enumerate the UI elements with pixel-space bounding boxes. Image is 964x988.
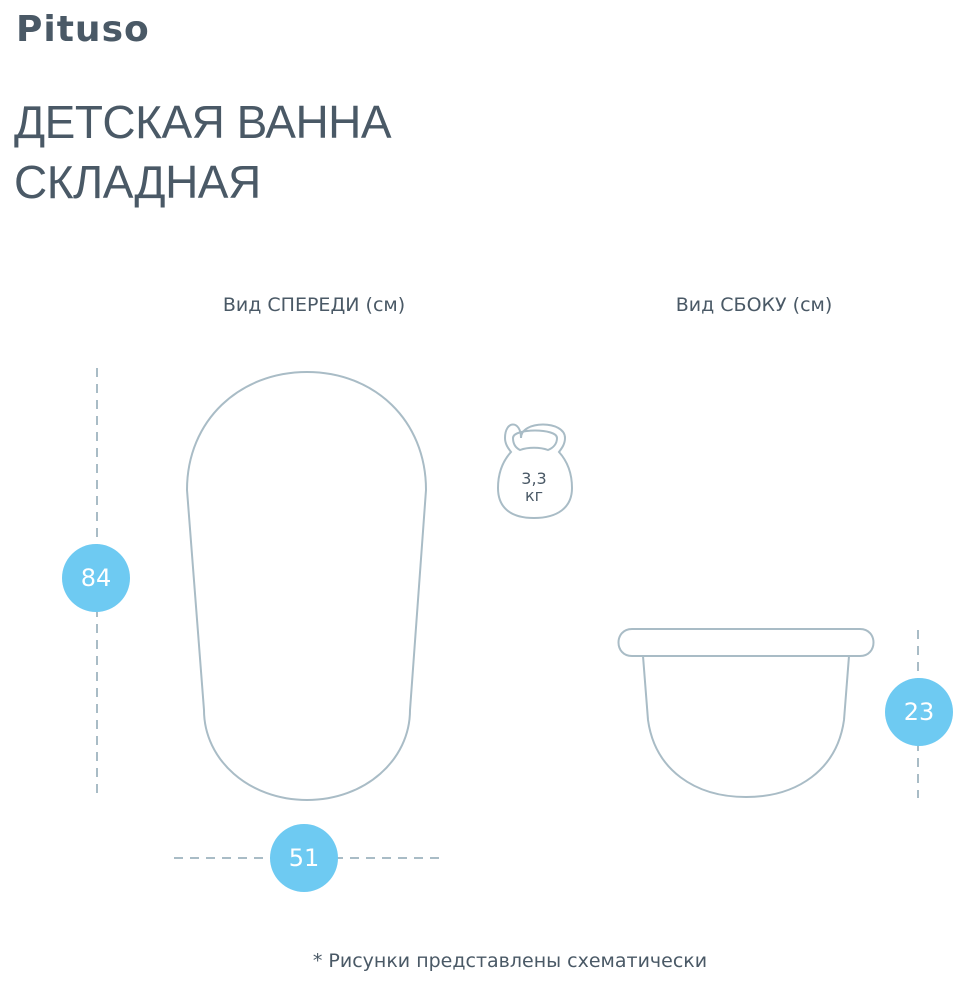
side-view-caption: Вид СБОКУ (см)	[675, 294, 833, 316]
side-view-bath-body	[643, 656, 849, 797]
product-title-line-1: ДЕТСКАЯ ВАННА	[14, 96, 392, 148]
depth-badge: 23	[885, 678, 953, 746]
front-view-caption: Вид СПЕРЕДИ (см)	[222, 294, 406, 316]
width-badge: 51	[270, 824, 338, 892]
weight-unit: кг	[524, 486, 544, 505]
side-view-bath-rim	[619, 629, 874, 656]
front-view-bath-outline	[187, 372, 426, 800]
product-title-line-2: СКЛАДНАЯ	[14, 156, 261, 208]
height-badge: 84	[62, 544, 130, 612]
weight-label	[504, 470, 564, 504]
pituso-logo: Pituso	[16, 9, 150, 50]
schematic-footnote: * Рисунки представлены схематически	[312, 950, 708, 972]
weight-value: 3,3	[521, 469, 547, 488]
